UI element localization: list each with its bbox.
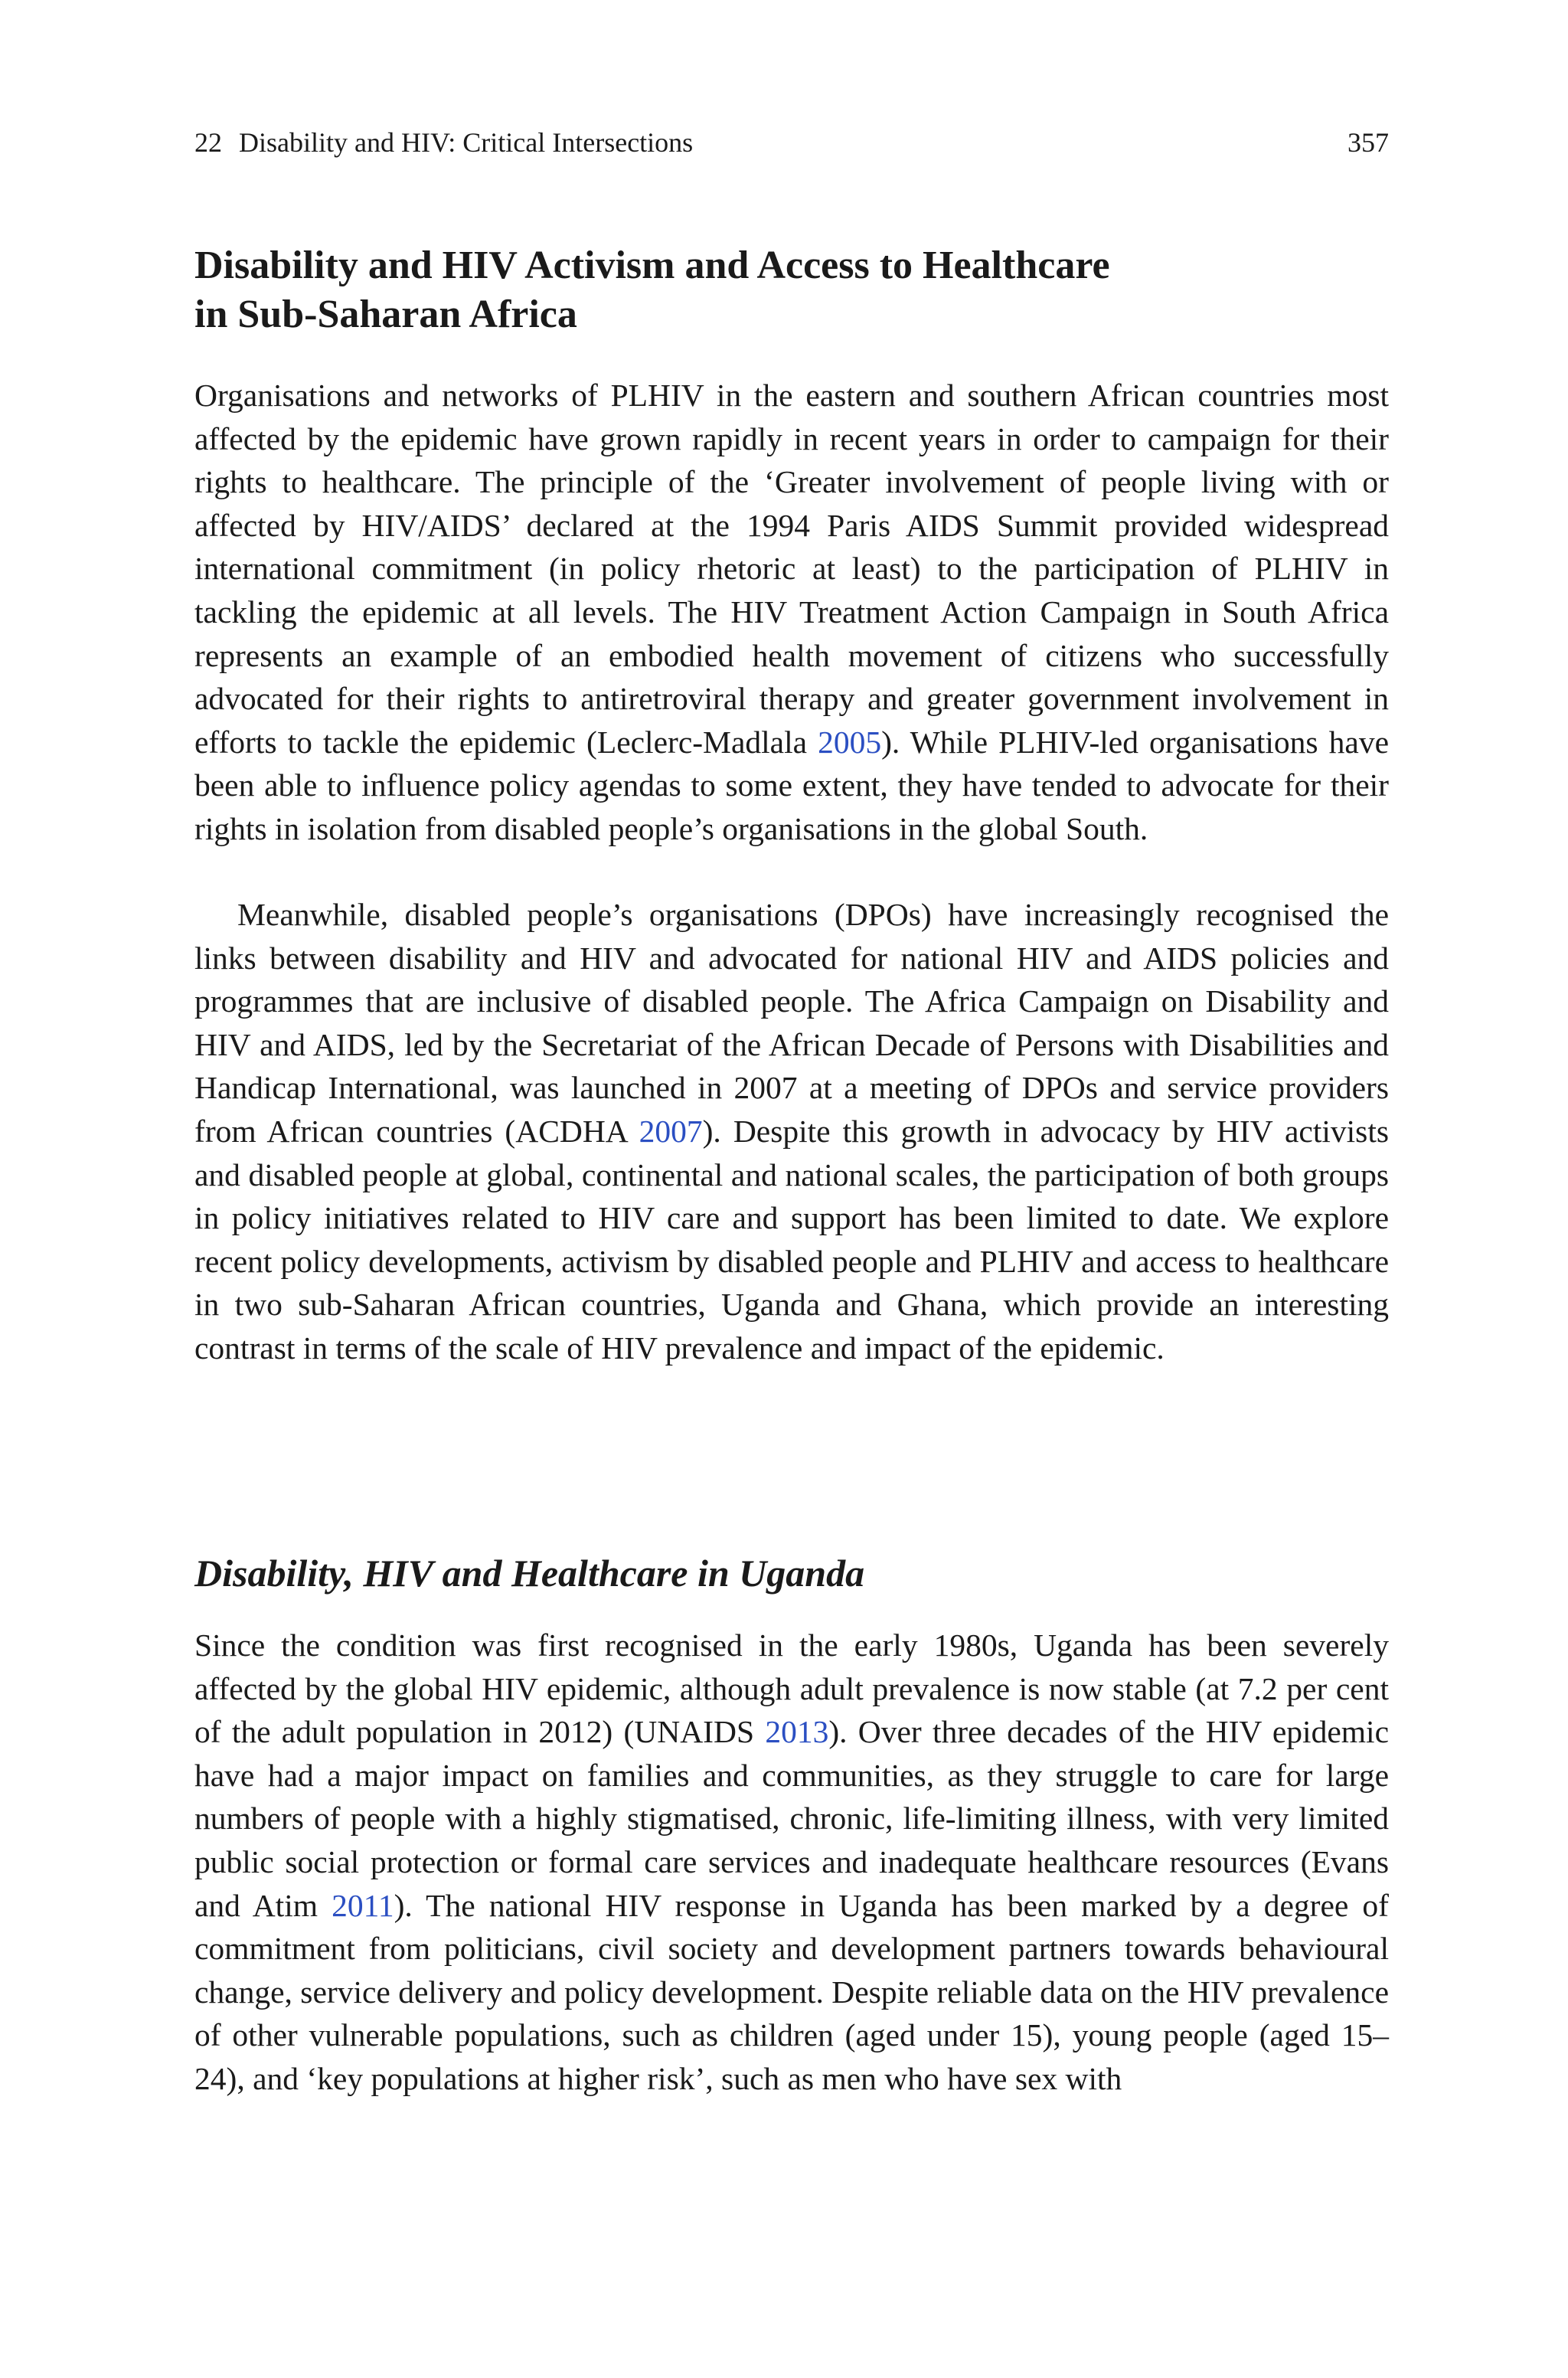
- paragraph-dpo-advocacy: [194, 893, 1389, 1370]
- paragraph-text: ). While PLHIV-led organisations have been able to influence policy agendas to some extent, they have tended to advocate for their rights in isolation from disabled people’s organisations in the global South.: [194, 724, 1389, 846]
- paragraph-plhiv-activism: [194, 374, 1389, 851]
- citation-link[interactable]: 2007: [639, 1113, 703, 1149]
- section-title: [194, 241, 1389, 339]
- paragraph-text: ). Despite this growth in advocacy by HIV activists and disabled people at global, continental and national scales, the participation of both groups in policy initiatives related to HIV care and support has been limited to date. We explore recent policy developments, activism by disabled people and PLHIV and access to healthcare in two sub-Saharan African countries, Uganda and Ghana, which provide an interesting contrast in terms of the scale of HIV prevalence and impact of the epidemic.: [194, 1113, 1389, 1366]
- paragraph-text: ). Over three decades of the HIV epidemic have had a major impact on families and communities, as they struggle to care for large numbers of people with a highly stigmatised, chronic, life-limiting illness, with very limited public social protection or formal care services and inadequate healthcare resources (Evans and Atim: [194, 1714, 1389, 1923]
- paragraph-text: Organisations and networks of PLHIV in the eastern and southern African countries most affected by the epidemic have grown rapidly in recent years in order to campaign for their rights to healthcare. The principle of the ‘Greater involvement of people living with or affected by HIV/AIDS’ declared at the 1994 Paris AIDS Summit provided widespread international commitment (in policy rhetoric at least) to the participation of PLHIV in tackling the epidemic at all levels. The HIV Treatment Action Campaign in South Africa represents an example of an embodied health movement of citizens who successfully advocated for their rights to antiretroviral therapy and greater government involvement in efforts to tackle the epidemic (Leclerc-Madlala: [194, 378, 1389, 760]
- section-title-line-1: Disability and HIV Activism and Access to Healthcare: [194, 243, 1110, 287]
- paragraph-text: ). The national HIV response in Uganda has been marked by a degree of commitment from politicians, civil society and development partners towards behavioural change, service delivery and policy development. Despite reliable data on the HIV prevalence of other vulnerable populations, such as children (aged under 15), young people (aged 15–24), and ‘key populations at higher risk’, such as men who have sex with: [194, 1887, 1389, 2096]
- paragraph-uganda: [194, 1624, 1389, 2101]
- chapter-title: Disability and HIV: Critical Intersections: [239, 127, 694, 158]
- running-head: [194, 124, 1389, 161]
- paragraph-text: Meanwhile, disabled people’s organisations (DPOs) have increasingly recognised the links between disability and HIV and advocated for national HIV and AIDS policies and programmes that are inclusive of disabled people. The Africa Campaign on Disability and HIV and AIDS, led by the Secretariat of the African Decade of Persons with Disabilities and Handicap International, was launched in 2007 at a meeting of DPOs and service providers from African countries (ACDHA: [194, 897, 1389, 1149]
- page-number: 357: [1348, 127, 1389, 158]
- citation-link[interactable]: 2005: [818, 724, 882, 760]
- paragraph-text: Since the condition was first recognised in the early 1980s, Uganda has been severely affected by the global HIV epidemic, although adult prevalence is now stable (at 7.2 per cent of the adult population in 2012) (UNAIDS: [194, 1627, 1389, 1750]
- section-title-line-2: in Sub-Saharan Africa: [194, 292, 577, 336]
- chapter-number: 22: [194, 127, 222, 158]
- citation-link[interactable]: 2011: [332, 1887, 394, 1923]
- citation-link[interactable]: 2013: [765, 1714, 829, 1750]
- subsection-title: Disability, HIV and Healthcare in Uganda: [194, 1551, 865, 1595]
